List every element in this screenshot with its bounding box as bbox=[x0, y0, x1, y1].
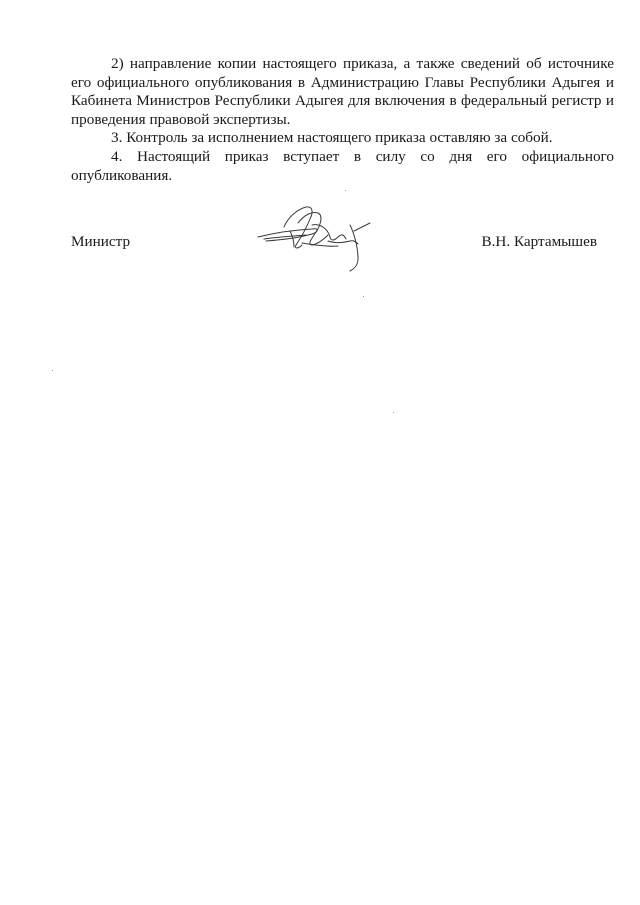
paragraph-item-4: 4. Настоящий приказ вступает в силу со дня его официального опубликования. bbox=[71, 147, 614, 184]
scan-speck bbox=[345, 190, 346, 191]
scan-speck bbox=[52, 370, 53, 371]
paragraph-item-2: 2) направление копии настоящего приказа, а также сведений об источнике его официального опубликования в Администрацию Главы Республики Адыгея и Кабинета Министров Республики Адыгея для включения в федеральный регистр и проведения правовой экспертизы. bbox=[71, 55, 614, 128]
paragraph-item-3: 3. Контроль за исполнением настоящего приказа оставляю за собой. bbox=[111, 129, 553, 147]
document-body bbox=[71, 55, 614, 185]
signatory-title: Министр bbox=[71, 233, 131, 250]
scan-speck bbox=[393, 412, 394, 413]
scan-speck bbox=[363, 296, 364, 297]
signatory-name: В.Н. Картамышев bbox=[481, 233, 597, 250]
handwritten-signature bbox=[254, 203, 372, 275]
